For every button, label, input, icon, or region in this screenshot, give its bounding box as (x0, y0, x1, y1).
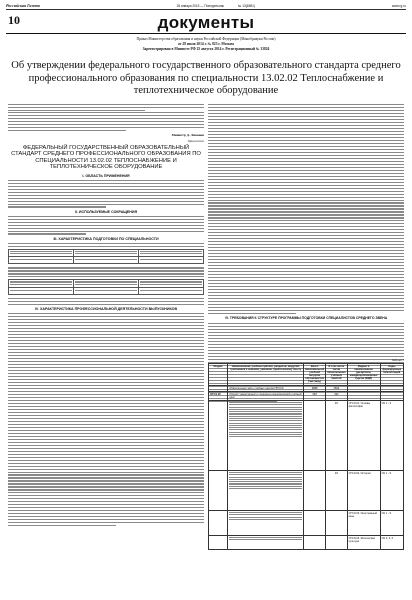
cell-name-text (228, 536, 304, 550)
rubric-title: документы (157, 13, 255, 32)
cell-disc: ОГСЭ.04. Физическая культура (347, 536, 380, 550)
issue-date: 26 января 2015 — Понедельник (176, 3, 224, 8)
cell-hours (326, 511, 348, 536)
cell-hours (326, 536, 348, 550)
table-1 (8, 249, 204, 265)
section-heading-4: IV. ХАРАКТЕРИСТИКА ПРОФЕССИОНАЛЬНОЙ ДЕЯТЕЛЬНОСТИ ВЫПУСКНИКОВ (34, 307, 178, 312)
cell-name-text (228, 401, 304, 471)
curriculum-table (208, 363, 404, 550)
table-header-row (209, 364, 404, 386)
cell-disc: ОГСЭ.01. Основы философии (347, 401, 380, 471)
cell-codes: ОК 1 - 9 (380, 511, 403, 536)
cell-name-text (228, 471, 304, 511)
page-number: 10 (8, 13, 20, 27)
cell-disc: ОГСЭ.02. История (347, 471, 380, 511)
cell-hours: 432 (326, 392, 348, 401)
appendix-note: Приложение (187, 139, 204, 143)
table-row (209, 471, 404, 511)
cell-name-text (228, 511, 304, 536)
left-column (8, 112, 204, 528)
header-disciplines: Индекс и наименование дисциплин, междисциплинарных курсов (МДК) (347, 364, 380, 386)
cell-total (304, 511, 326, 536)
cell-index (209, 401, 228, 471)
header-hours: В том числе часов обязательных учебных занятий (326, 364, 348, 386)
cell-total (304, 471, 326, 511)
cell-index (209, 511, 228, 536)
document-title: Об утверждении федерального государственного образовательного стандарта среднего профессионального образования по специальности 13.02.02 Теплоснабжение и теплотехническое оборудование (11, 60, 401, 96)
cell-disc: ОГСЭ.03. Иностранный язык (347, 511, 380, 536)
table-row (209, 401, 404, 471)
masthead (6, 2, 406, 10)
header-total: Всего максимальной учебной нагрузки обучающегося (час./нед.) (304, 364, 326, 386)
site-url: www.rg.ru (391, 3, 406, 8)
cell-index (209, 471, 228, 511)
order-date: от 28 июля 2014 г. № 823 г. Москва (178, 42, 234, 46)
cell-index: ОГСЭ.00 (209, 392, 228, 401)
cell-hours: 2592 (326, 386, 348, 392)
cell-total: 3888 (304, 386, 326, 392)
rubric-divider (6, 33, 406, 34)
header-name: Наименование учебных циклов, разделов, модулей, требования к знаниям, умениям, практическому опыту (228, 364, 304, 386)
issue-number: № 13(6581) (237, 3, 255, 8)
cell-codes: ОК 1 - 9 (380, 471, 403, 511)
newspaper-name: Российская Газета (6, 3, 40, 8)
cell-index (209, 536, 228, 550)
cell-total: 648 (304, 392, 326, 401)
table-row (209, 511, 404, 536)
cell-hours: 48 (326, 471, 348, 511)
section-heading-2: II. ИСПОЛЬЗУЕМЫЕ СОКРАЩЕНИЯ (74, 209, 138, 214)
right-column (208, 104, 404, 404)
order-header (60, 37, 352, 52)
cell-codes (380, 392, 403, 401)
section-heading-1: I. ОБЛАСТЬ ПРИМЕНЕНИЯ (82, 173, 130, 178)
cell-codes: ОК 2, 3, 6 (380, 536, 403, 550)
table-row (209, 392, 404, 401)
cell-hours: 48 (326, 401, 348, 471)
signature: Министр Д. Ливанов (171, 133, 204, 137)
cell-total (304, 401, 326, 471)
table-2 (8, 279, 204, 295)
standard-title: ФЕДЕРАЛЬНЫЙ ГОСУДАРСТВЕННЫЙ ОБРАЗОВАТЕЛЬНЫЙ СТАНДАРТ СРЕДНЕГО ПРОФЕССИОНАЛЬНОГО ОБРАЗОВАНИЯ ПО СПЕЦИАЛЬНОСТИ 13.02.02 ТЕПЛОСНАБЖЕНИЕ И ТЕПЛОТЕХНИЧЕСКОЕ ОБОРУДОВАНИЕ (11, 145, 201, 171)
table-caption: Таблица 3 (391, 358, 404, 362)
header-codes: Коды формируемых компетенций (380, 364, 403, 386)
cell-disc (347, 392, 380, 401)
order-registration: Зарегистрирован в Минюсте РФ 25 августа 2014 г. Регистрационный № 33824 (142, 47, 270, 51)
cell-name: Обязательная часть учебных циклов ППССЗ (228, 386, 304, 392)
cell-codes: ОК 1 - 9 (380, 401, 403, 471)
cell-total (304, 536, 326, 550)
section-heading-3: III. ХАРАКТЕРИСТИКА ПОДГОТОВКИ ПО СПЕЦИАЛЬНОСТИ (53, 236, 159, 241)
cell-name: Общий гуманитарный и социально-экономический учебный цикл (228, 392, 304, 401)
table-row (209, 536, 404, 550)
order-issuer: Приказ Министерства образования и науки Российской Федерации (Минобрнауки России) (136, 37, 276, 41)
header-index: Индекс (209, 364, 228, 386)
section-heading-6: VI. ТРЕБОВАНИЯ К СТРУКТУРЕ ПРОГРАММЫ ПОДГОТОВКИ СПЕЦИАЛИСТОВ СРЕДНЕГО ЗВЕНА (224, 316, 388, 320)
